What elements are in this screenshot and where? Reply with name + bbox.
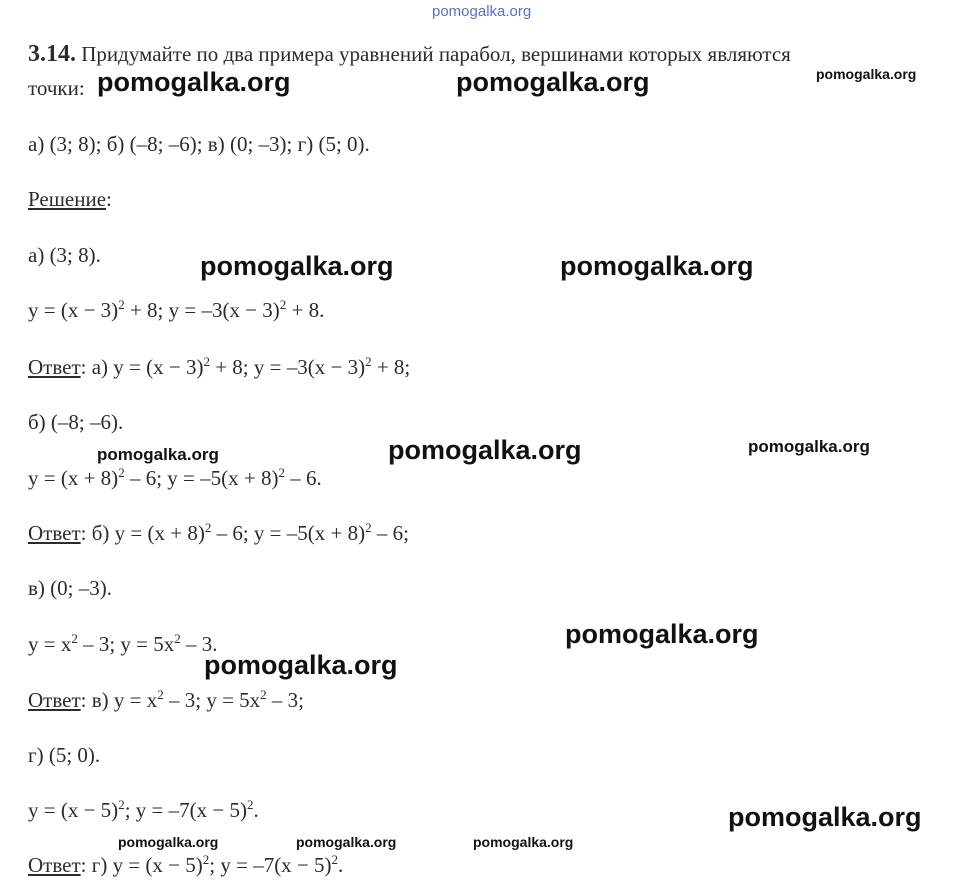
answer-label: Ответ [28,688,81,712]
part-b-equations: $y = (x + 8)^2 - 6$; $y = -5(x + 8)^2 - 6$. [28,465,322,490]
watermark: pomogalka.org [565,619,759,649]
answer-label: Ответ [28,355,81,379]
part-a-answer: Ответ: а) $y = (x - 3)^2 + 8$; $y = -3(x - 3)^2 + 8$; [28,354,411,379]
part-d-equations: $y = (x - 5)^2$; $y = -7(x - 5)^2$. [28,797,259,822]
watermark: pomogalka.org [816,66,917,82]
watermark: pomogalka.org [97,67,291,97]
watermark: pomogalka.org [118,834,219,850]
watermark: pomogalka.org [204,650,398,680]
part-b-head: б) (–8; –6). [28,410,124,434]
watermark: pomogalka.org [748,437,870,456]
solution-heading: Решение: [28,187,112,211]
part-d-head: г) (5; 0). [28,743,101,767]
problem-number: 3.14. [28,41,76,67]
watermark: pomogalka.org [560,251,754,281]
problem-text-line2: точки: [28,76,85,100]
answer-label: Ответ [28,521,81,545]
watermark: pomogalka.org [200,251,394,281]
watermark: pomogalka.org [388,435,582,465]
part-c-head: в) (0; –3). [28,576,112,600]
part-c-equations: $y = x^2 - 3$; $y = 5x^2 - 3$. [28,631,218,656]
problem-text-line1: Придумайте по два примера уравнений парабол, вершинами которых являются [81,42,791,66]
part-c-answer: Ответ: в) $y = x^2 - 3$; $y = 5x^2 - 3$; [28,687,305,712]
watermark: pomogalka.org [473,834,574,850]
part-a-head: а) (3; 8). [28,243,101,267]
top-watermark: pomogalka.org [432,3,532,20]
problem-points: а) (3; 8); б) (–8; –6); в) (0; –3); г) (5; 0). [28,132,370,156]
watermark: pomogalka.org [728,802,922,832]
solution-label: Решение [28,187,107,211]
answer-label: Ответ [28,853,81,877]
watermark: pomogalka.org [296,834,397,850]
part-a-equations: $y = (x - 3)^2 + 8$; $y = -3(x - 3)^2 + 8$. [28,297,325,322]
watermark: pomogalka.org [456,67,650,97]
part-d-answer: Ответ: г) $y = (x - 5)^2$; $y = -7(x - 5)^2$. [28,852,344,877]
watermark: pomogalka.org [97,445,219,464]
part-b-answer: Ответ: б) $y = (x + 8)^2 - 6$; $y = -5(x + 8)^2 - 6$; [28,520,409,545]
problem-statement [28,40,791,69]
